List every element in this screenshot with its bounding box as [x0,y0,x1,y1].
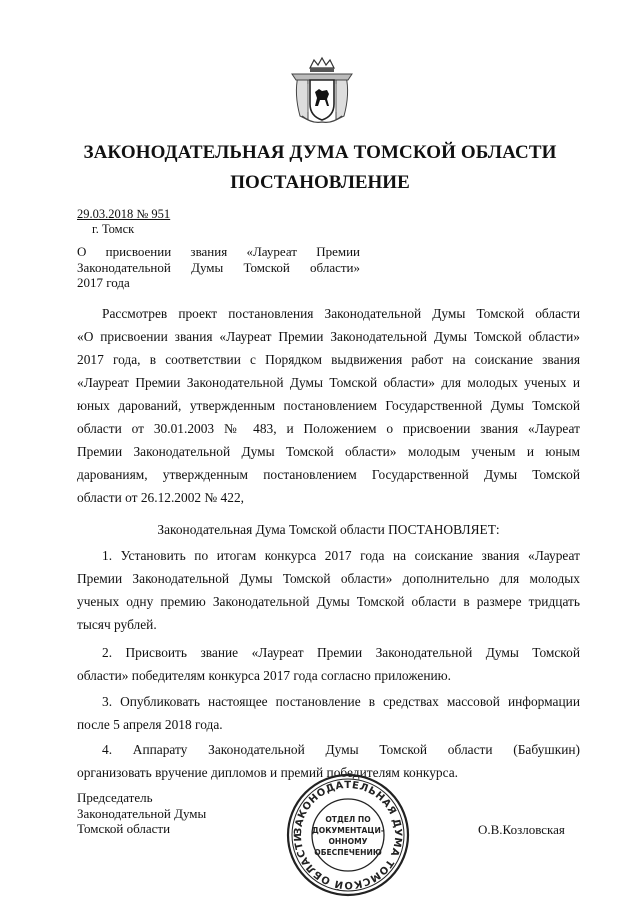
text-line: области» победителям конкурса 2017 года согласно приложению. [77,668,452,683]
text-line: 3. Опубликовать настоящее постановление в средствах массовой информации [102,694,580,709]
stamp-center-line: ОБЕСПЕЧЕНИЮ [314,848,382,857]
document-type: ПОСТАНОВЛЕНИЕ [230,172,410,193]
text-line: «О присвоении звания «Лауреат Премии Законодательной Думы Томской области» [77,329,580,344]
official-stamp [285,772,411,898]
signatory-name: О.В.Козловская [478,822,565,837]
city: г. Томск [92,222,135,236]
coat-of-arms-emblem [286,54,358,126]
text-line: 2017 года, в соответствии с Порядком выдвижения работ на соискание звания [77,352,580,367]
item-3 [77,690,580,736]
subject-line: 2017 года [77,275,130,290]
signatory-title-line: Томской области [77,821,171,836]
text-line: юных дарований, утвержденным постановлением Государственной Думы Томской [77,398,580,413]
text-line: 1. Установить по итогам конкурса 2017 года на соискание звания «Лауреат [102,548,580,563]
subject-block [77,244,360,291]
text-line: тысяч рублей. [77,617,157,632]
preamble-paragraph [77,302,580,509]
stamp-center-line: ДОКУМЕНТАЦИ- [312,826,384,835]
date-number: 29.03.2018 № 951 [77,207,171,221]
text-line: Премии Законодательной Думы Томской области» дополнительно для молодых [77,571,580,586]
text-line: организовать вручение дипломов и премий победителям конкурса. [77,765,459,780]
item-2 [77,641,580,687]
text-line: ученых одну премию Законодательной Думы Томской области в размере тридцать [77,594,580,609]
text-line: 4. Аппарату Законодательной Думы Томской области (Бабушкин) [102,742,580,757]
text-line: Рассмотрев проект постановления Законодательной Думы Томской области [102,306,580,321]
text-line: Премии Законодательной Думы Томской области» молодым ученым и юным [77,444,580,459]
signatory-title-line: Законодательной Думы [77,805,207,821]
organization-title: ЗАКОНОДАТЕЛЬНАЯ ДУМА ТОМСКОЙ ОБЛАСТИ [83,142,557,163]
text-line: «Лауреат Премии Законодательной Думы Томской области» для молодых ученых и [77,375,580,390]
text-line: области от 26.12.2002 № 422, [77,490,244,505]
text-line: 2. Присвоить звание «Лауреат Премии Законодательной Думы Томской [102,645,580,660]
stamp-center-line: ОТДЕЛ ПО [325,815,371,824]
subject-line: О присвоении звания «Лауреат Премии [77,244,360,259]
resolves-line: Законодательная Дума Томской области ПОСТАНОВЛЯЕТ: [157,522,500,537]
stamp-ring-text: ЗАКОНОДАТЕЛЬНАЯ ДУМА ТОМСКОЙ ОБЛАСТИ [292,779,404,891]
item-1 [77,544,580,636]
text-line: области от 30.01.2003 № 483, и Положением о присвоении звания «Лауреат [77,421,580,436]
text-line: дарованиям, утвержденным постановлением Государственной Думы Томской [77,467,580,482]
text-line: после 5 апреля 2018 года. [77,717,223,732]
signatory-title [77,790,206,837]
stamp-center-line: ОННОМУ [328,837,368,846]
signatory-title-line: Председатель [77,790,153,805]
subject-line: Законодательной Думы Томской области» [77,259,360,275]
